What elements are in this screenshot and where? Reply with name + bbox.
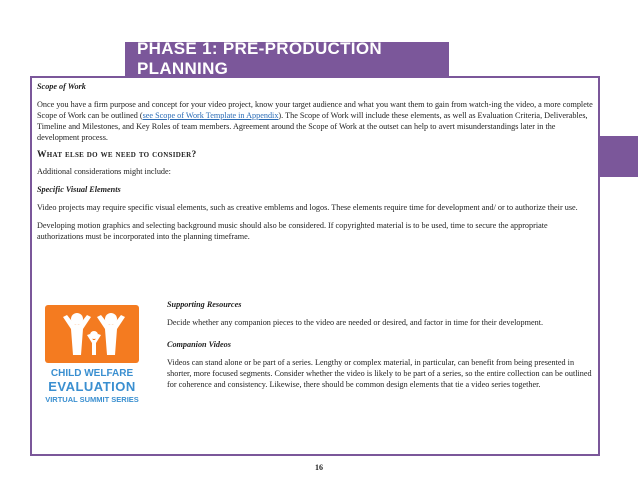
logo-line-3: VIRTUAL SUMMIT SERIES xyxy=(45,395,139,404)
supporting-paragraph: Decide whether any companion pieces to the video are needed or desired, and factor in time for their development. xyxy=(167,318,544,327)
side-tab-marker xyxy=(599,136,638,177)
main-content xyxy=(37,81,593,249)
page-title-banner xyxy=(125,39,449,78)
scope-template-link[interactable]: see Scope of Work Template in Appendix xyxy=(142,111,279,120)
page-number: 16 xyxy=(315,463,323,472)
summit-logo xyxy=(37,299,147,409)
supporting-heading: Supporting Resources xyxy=(167,300,242,309)
consider-heading: What else do we need to consider? xyxy=(37,150,197,160)
visual-heading: Specific Visual Elements xyxy=(37,185,121,194)
logo-line-2: EVALUATION xyxy=(48,379,136,394)
resources-column xyxy=(167,299,593,397)
family-figures-icon xyxy=(37,299,147,371)
scope-text-before: Once you have a firm purpose and concept for your video project, know your target audience and what you want them to gain from watch-ing the video, a more complete Scope of Work can be outlined ( xyxy=(37,100,593,120)
scope-heading: Scope of Work xyxy=(37,82,86,91)
scope-paragraph xyxy=(37,99,593,143)
logo-line-1: CHILD WELFARE xyxy=(50,368,134,379)
visual-paragraph-1: Video projects may require specific visual elements, such as creative emblems and logos. These elements require time for development and/ or to authorize their use. xyxy=(37,203,578,212)
page-title: PHASE 1: PRE-PRODUCTION PLANNING xyxy=(137,39,382,78)
companion-paragraph: Videos can stand alone or be part of a series. Lengthy or complex material, in particular, can benefit from being presented in shorter, more focused segments. Consider whether the video is likely to be part of a series, so the entire collection can be outlined for coherence and consistency. Likewise, there should be common design elements that tie a video series together. xyxy=(167,358,592,389)
consider-intro: Additional considerations might include: xyxy=(37,167,171,176)
scope-text-after: ). The Scope of Work will include these elements, as well as Evaluation Criteria, Deliverables, Timeline and Milestones, and Key Roles of team members. Agreement around the Scope of Work at the outset can help to avert misunderstandings later in the development process. xyxy=(37,111,588,142)
visual-paragraph-2: Developing motion graphics and selecting background music should also be considered. If copyrighted material is to be used, time to secure the appropriate authorizations must be incorporated into the planning timeframe. xyxy=(37,221,548,241)
companion-heading: Companion Videos xyxy=(167,340,231,349)
